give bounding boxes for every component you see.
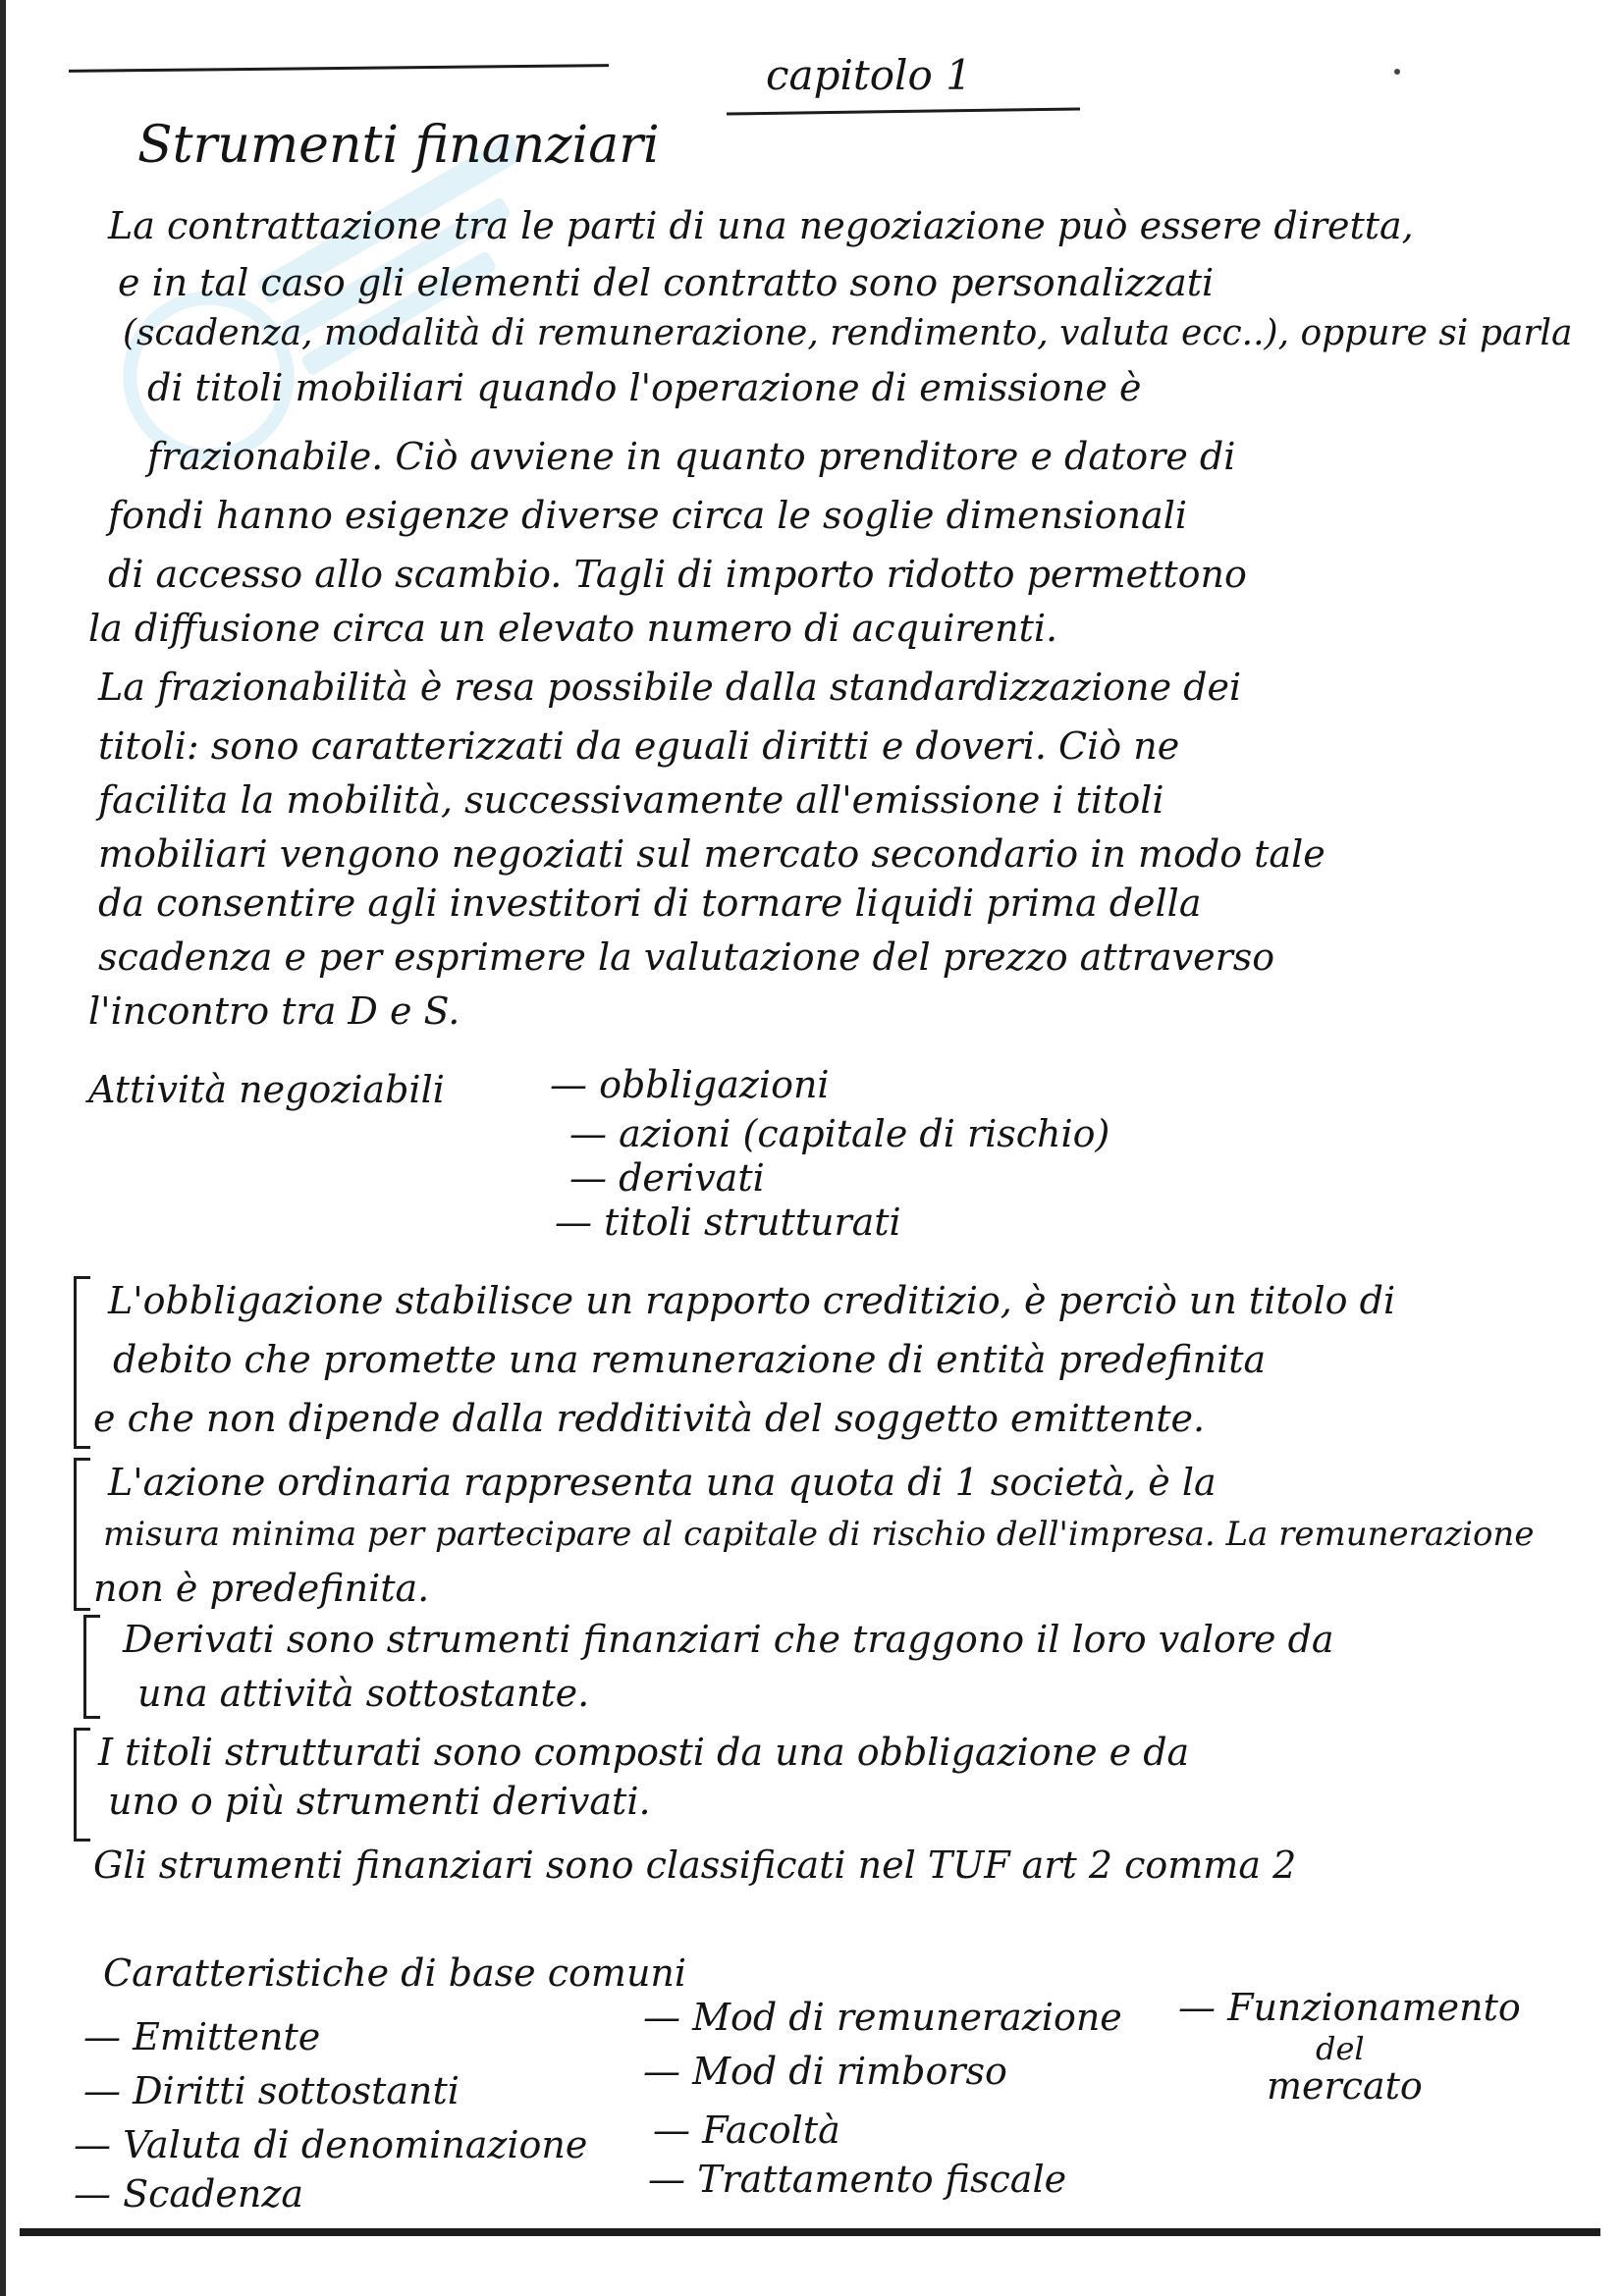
text-line: scadenza e per esprimere la valutazione del prezzo attraverso — [98, 935, 1275, 979]
text-line: debito che promette una remunerazione di entità predefinita — [113, 1338, 1267, 1381]
text-line: da consentire agli investitori di tornare liquidi prima della — [98, 881, 1202, 925]
text-line: facilita la mobilità, successivamente all'emissione i titoli — [98, 778, 1164, 822]
list-item: — Funzionamento — [1178, 1986, 1521, 2029]
bracket — [83, 1615, 100, 1719]
bracket — [74, 1458, 90, 1611]
characteristics-label: Caratteristiche di base comuni — [103, 1951, 687, 1995]
text-line: La contrattazione tra le parti di una negoziazione può essere diretta, — [108, 204, 1414, 247]
text-line: (scadenza, modalità di remunerazione, rendimento, valuta ecc..), oppure si parla — [123, 313, 1573, 353]
list-item: — Emittente — [83, 2015, 321, 2058]
bracket — [74, 1728, 90, 1842]
text-line: La frazionabilità è resa possibile dalla standardizzazione dei — [98, 666, 1242, 709]
text-line: di titoli mobiliari quando l'operazione di emissione è — [147, 366, 1142, 409]
text-line: misura minima per partecipare al capitale di rischio dell'impresa. La remunerazione — [103, 1515, 1535, 1554]
text-line: I titoli strutturati sono composti da una obbligazione e da — [98, 1731, 1190, 1774]
text-line: e in tal caso gli elementi del contratto sono personalizzati — [118, 261, 1215, 304]
chapter-heading: capitolo 1 — [766, 51, 972, 99]
list-item: — obbligazioni — [550, 1063, 830, 1106]
negotiable-label: Attività negoziabili — [88, 1068, 445, 1111]
text-line: frazionabile. Ciò avviene in quanto prenditore e datore di — [147, 435, 1236, 478]
text-line: e che non dipende dalla redditività del soggetto emittente. — [93, 1397, 1206, 1440]
text-line: la diffusione circa un elevato numero di acquirenti. — [88, 607, 1058, 650]
bracket — [74, 1276, 90, 1449]
list-item: — Scadenza — [74, 2172, 304, 2216]
list-item: — Diritti sottostanti — [83, 2069, 460, 2112]
text-line: L'azione ordinaria rappresenta una quota di 1 società, è la — [108, 1461, 1217, 1504]
text-line: mobiliari vengono negoziati sul mercato secondario in modo tale — [98, 832, 1325, 876]
text-line: una attività sottostante. — [137, 1672, 590, 1715]
list-item: mercato — [1267, 2064, 1423, 2108]
text-line: di accesso allo scambio. Tagli di importo ridotto permettono — [108, 553, 1247, 596]
text-line: Derivati sono strumenti finanziari che traggono il loro valore da — [123, 1618, 1334, 1661]
page-title: Strumenti finanziari — [137, 116, 660, 175]
page-bottom-edge — [20, 2228, 1600, 2236]
list-item: — Mod di remunerazione — [643, 1996, 1122, 2039]
list-item: — Trattamento fiscale — [648, 2158, 1067, 2201]
text-line: uno o più strumenti derivati. — [108, 1780, 651, 1823]
text-line: non è predefinita. — [93, 1567, 430, 1610]
tuf-reference: Gli strumenti finanziari sono classificati nel TUF art 2 comma 2 — [93, 1843, 1297, 1887]
text-line: fondi hanno esigenze diverse circa le soglie dimensionali — [108, 494, 1188, 537]
page-left-edge — [0, 0, 6, 2296]
text-line: titoli: sono caratterizzati da eguali diritti e doveri. Ciò ne — [98, 724, 1180, 768]
text-line: L'obbligazione stabilisce un rapporto creditizio, è perciò un titolo di — [108, 1279, 1396, 1322]
ink-dot — [1394, 69, 1400, 75]
list-item: — derivati — [569, 1156, 765, 1200]
list-item: — azioni (capitale di rischio) — [569, 1112, 1110, 1155]
text-line: l'incontro tra D e S. — [88, 989, 460, 1033]
list-item: del — [1316, 2030, 1365, 2067]
list-item: — Mod di rimborso — [643, 2050, 1007, 2093]
top-rule — [69, 64, 609, 73]
list-item: — titoli strutturati — [555, 1201, 901, 1244]
list-item: — Valuta di denominazione — [74, 2123, 588, 2166]
list-item: — Facoltà — [653, 2109, 840, 2152]
chapter-underline — [727, 107, 1080, 115]
